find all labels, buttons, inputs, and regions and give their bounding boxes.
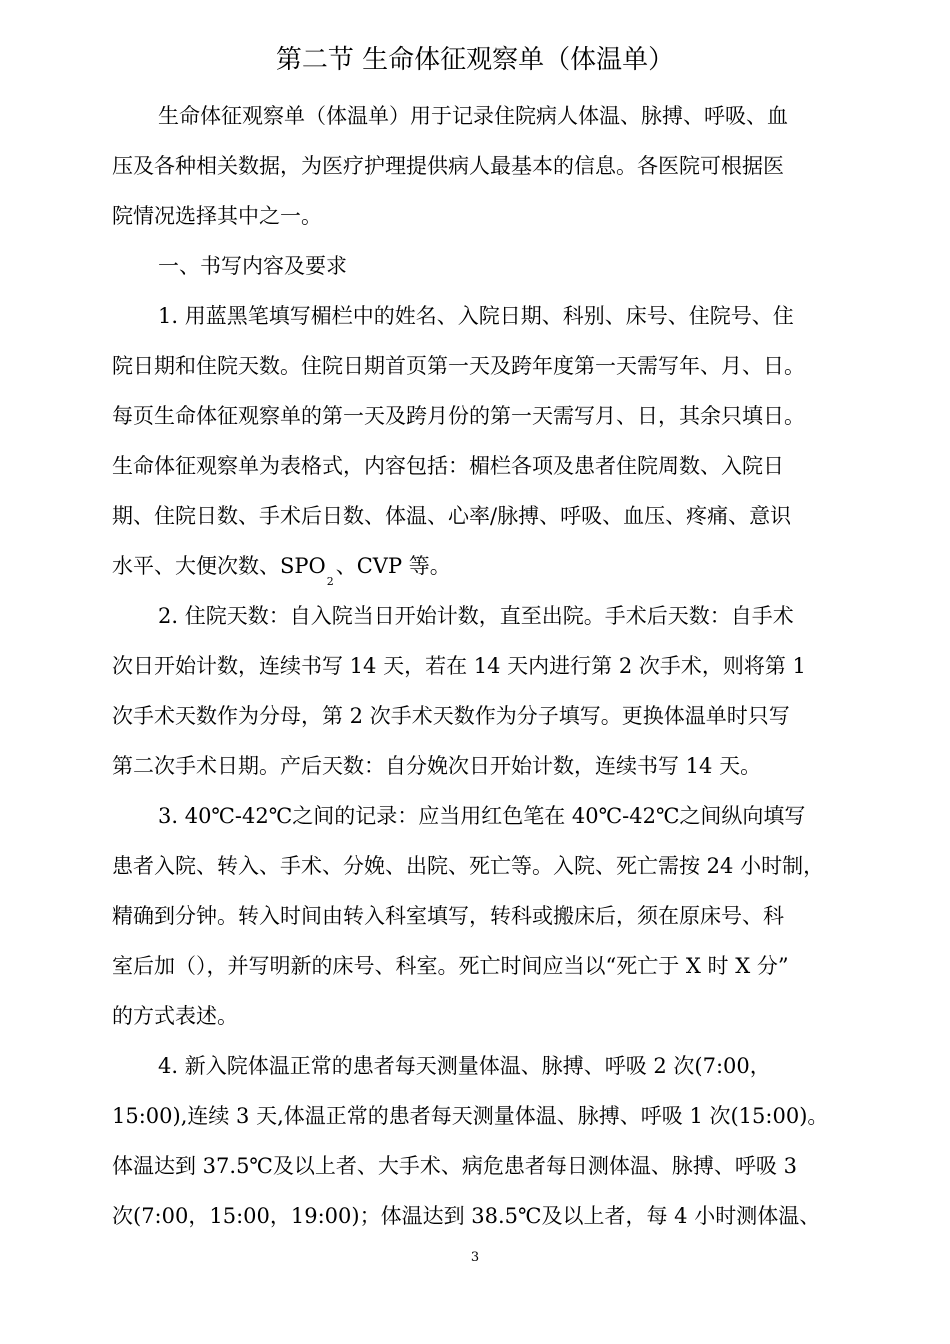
item3-line-1: 3. 40℃-42℃之间的记录：应当用红色笔在 40℃-42℃之间纵向填写 [158, 804, 806, 828]
intro-line-1: 生命体征观察单（体温单）用于记录住院病人体温、脉搏、呼吸、血 [158, 104, 788, 128]
intro-line-2: 压及各种相关数据，为医疗护理提供病人最基本的信息。各医院可根据医 [112, 154, 784, 178]
item1-line-1: 1. 用蓝黑笔填写楣栏中的姓名、入院日期、科别、床号、住院号、住 [158, 304, 794, 328]
page-title: 第二节 生命体征观察单（体温单） [275, 45, 675, 75]
section-heading: 一、书写内容及要求 [158, 254, 347, 278]
item2-line-3: 次手术天数作为分母，第 2 次手术天数作为分子填写。更换体温单时只写 [112, 704, 790, 728]
item4-line-2: 15:00),连续 3 天,体温正常的患者每天测量体温、脉搏、呼吸 1 次(15:00)。 [112, 1104, 829, 1128]
intro-line-3: 院情况选择其中之一。 [112, 204, 322, 228]
item1-line-3: 每页生命体征观察单的第一天及跨月份的第一天需写月、日，其余只填日。 [112, 404, 805, 428]
item2-line-1: 2. 住院天数：自入院当日开始计数，直至出院。手术后天数：自手术 [158, 604, 794, 628]
item4-line-1: 4. 新入院体温正常的患者每天测量体温、脉搏、呼吸 2 次(7:00， [158, 1054, 771, 1078]
item3-line-2: 患者入院、转入、手术、分娩、出院、死亡等。入院、死亡需按 24 小时制， [112, 854, 825, 878]
item4-line-4: 次(7:00，15:00，19:00)；体温达到 38.5℃及以上者，每 4 小时测体温、 [112, 1204, 821, 1228]
item1-line-6-tail: 、CVP 等。 [335, 554, 451, 578]
item4-line-3: 体温达到 37.5℃及以上者、大手术、病危患者每日测体温、脉搏、呼吸 3 [112, 1154, 797, 1178]
item3-line-5: 的方式表述。 [112, 1004, 238, 1028]
page-number: 3 [470, 1250, 480, 1265]
item2-line-2: 次日开始计数，连续书写 14 天，若在 14 天内进行第 2 次手术，则将第 1 [112, 654, 806, 678]
spo2-subscript: 2 [326, 575, 334, 588]
item3-line-3: 精确到分钟。转入时间由转入科室填写，转科或搬床后，须在原床号、科 [112, 904, 784, 928]
item2-line-4: 第二次手术日期。产后天数：自分娩次日开始计数，连续书写 14 天。 [112, 754, 762, 778]
item1-line-5: 期、住院日数、手术后日数、体温、心率/脉搏、呼吸、血压、疼痛、意识 [112, 504, 792, 528]
item1-line-4: 生命体征观察单为表格式，内容包括：楣栏各项及患者住院周数、入院日 [112, 454, 784, 478]
item1-line-6-text: 水平、大便次数、SPO [112, 554, 326, 578]
item3-line-4: 室后加（），并写明新的床号、科室。死亡时间应当以“死亡于 X 时 X 分” [112, 954, 789, 978]
item1-line-6 [112, 546, 828, 586]
item1-line-2: 院日期和住院天数。住院日期首页第一天及跨年度第一天需写年、月、日。 [112, 354, 805, 378]
